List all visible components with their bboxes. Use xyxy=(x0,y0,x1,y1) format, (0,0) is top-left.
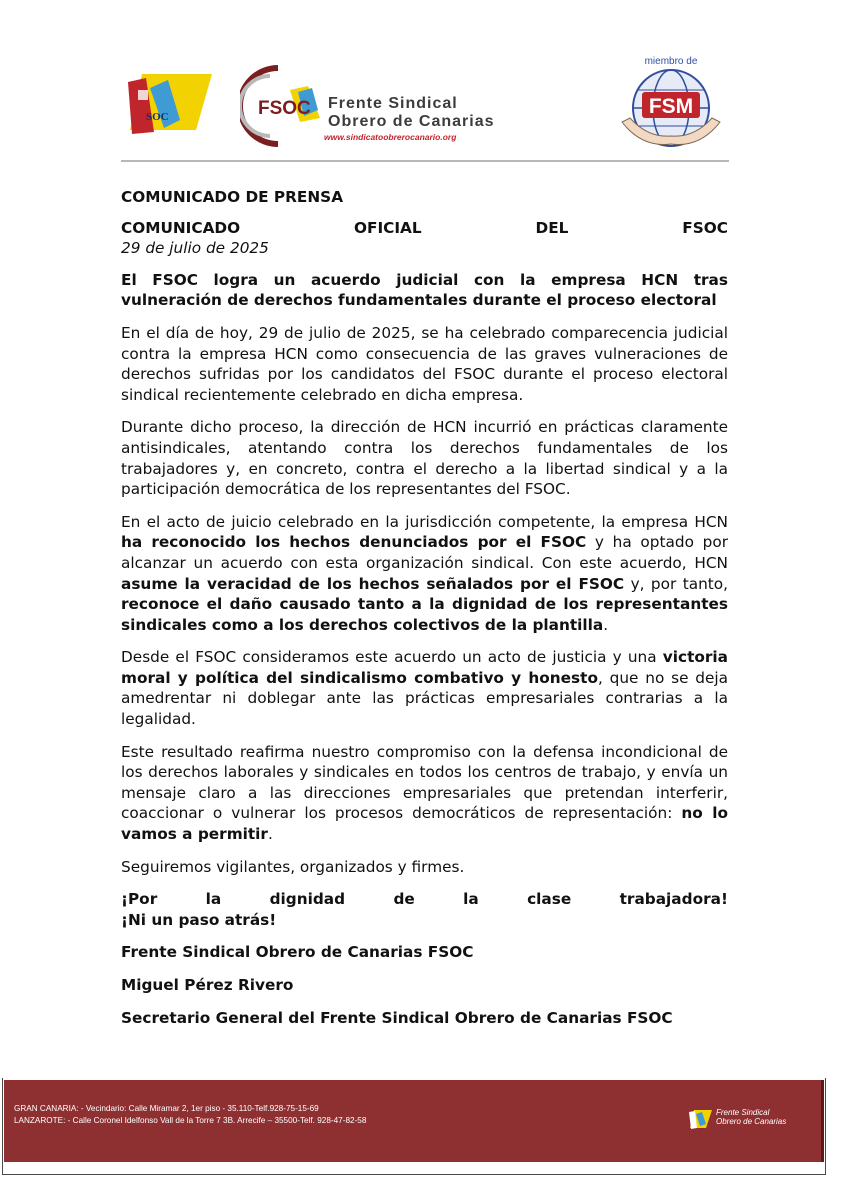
slogan-line-1 xyxy=(121,889,728,910)
fsoc-logo xyxy=(240,58,560,154)
paragraph-6: Seguiremos vigilantes, organizados y firmes. xyxy=(121,857,465,876)
emphasis: asume la veracidad de los hechos señalados por el FSOC xyxy=(121,574,625,593)
slogan-word: clase xyxy=(527,890,572,909)
text: . xyxy=(267,825,273,844)
slogan-word: ¡Por xyxy=(121,890,158,909)
paragraph-5 xyxy=(121,742,728,845)
signature-organization: Frente Sindical Obrero de Canarias FSOC xyxy=(121,943,474,962)
text: Este resultado reafirma nuestro compromiso con la defensa incondicional de los derechos laborales y sindicales en todos los centros de trabajo, y envía un mensaje claro a las direcciones empresariales que pretendan interferir, coaccionar o vulnerar los procesos democráticos de representación: xyxy=(121,742,728,823)
footer xyxy=(4,1080,824,1162)
text: . xyxy=(603,615,609,634)
paragraph-4 xyxy=(121,647,728,729)
paragraph-3 xyxy=(121,512,728,636)
slogan-word: la xyxy=(463,890,479,909)
slogan-word: dignidad xyxy=(269,890,346,909)
text: En el acto de juicio celebrado en la jurisdicción competente, la empresa HCN xyxy=(121,512,728,531)
header-divider xyxy=(121,160,729,162)
slogan-word: la xyxy=(205,890,222,909)
signature-name: Miguel Pérez Rivero xyxy=(121,976,294,994)
address-lanzarote: LANZAROTE: - Calle Coronel Idelfonso Vall de la Torre 7 3B. Arrecife – 35500-Telf. 928-47-82-58 xyxy=(14,1116,367,1125)
signature-title: Secretario General del Frente Sindical Obrero de Canarias FSOC xyxy=(121,1008,673,1027)
footer-addresses xyxy=(14,1103,366,1127)
emphasis: victoria moral y política del sindicalismo combativo y honesto xyxy=(121,648,728,687)
official-word: COMUNICADO xyxy=(121,218,241,237)
headline: El FSOC logra un acuerdo judicial con la empresa HCN tras vulneración de derechos fundamentales durante el proceso electoral xyxy=(121,270,728,310)
paragraph-2: Durante dicho proceso, la dirección de HCN incurrió en prácticas claramente antisindicales, atentando contra los derechos fundamentales de los trabajadores y, en concreto, contra el derecho a la libertad sindical y a la participación democrática de los representantes del FSOC. xyxy=(121,418,728,499)
address-gran-canaria: GRAN CANARIA: - Vecindario: Calle Miramar 2, 1er piso - 35.110-Telf.928-75-15-69 xyxy=(14,1104,319,1113)
paragraph-1: En el día de hoy, 29 de julio de 2025, se ha celebrado comparecencia judicial contra la empresa HCN como consecuencia de las graves vulneraciones de derechos sufridas por los candidatos del FSOC durante el proceso electoral sindical recientemente celebrado en dicha empresa. xyxy=(121,323,728,404)
footer-logo-text xyxy=(716,1108,786,1126)
soc-logo-mark: SOC xyxy=(146,111,169,123)
fsm-logo xyxy=(612,52,730,152)
emphasis: reconoce el daño causado tanto a la dignidad de los representantes sindicales como a los derechos colectivos de la plantilla xyxy=(121,595,728,634)
fsoc-logo-mark: FSOC xyxy=(258,98,311,119)
official-heading xyxy=(121,218,728,239)
kicker: COMUNICADO DE PRENSA xyxy=(121,188,344,206)
press-release-body xyxy=(121,187,728,1040)
footer-logo-icon xyxy=(688,1108,714,1130)
footer-logo-line1: Frente Sindical xyxy=(716,1108,770,1117)
fsoc-logo-line2: Obrero de Canarias xyxy=(328,113,495,130)
text: y, por tanto, xyxy=(624,574,728,593)
emphasis: no lo vamos a permitir xyxy=(121,804,729,844)
fsm-logo-mark: FSM xyxy=(648,95,694,118)
emphasis: ha reconocido los hechos denunciados por el FSOC xyxy=(121,533,587,552)
slogan-word: de xyxy=(393,890,415,909)
slogan-word: trabajadora! xyxy=(619,890,728,909)
slogan-line-2: ¡Ni un paso atrás! xyxy=(121,910,277,929)
fsm-logo-caption: miembro de xyxy=(644,56,698,67)
text: y ha optado por alcanzar un acuerdo con esta organización sindical. Con este acuerdo, HCN xyxy=(121,533,728,572)
fsoc-logo-line1: Frente Sindical xyxy=(328,95,458,112)
footer-logo-line2: Obrero de Canarias xyxy=(716,1117,787,1126)
text: , que no se deja amedrentar ni doblegar ante las prácticas empresariales contrarias a la legalidad. xyxy=(121,668,729,729)
official-word: OFICIAL xyxy=(354,218,422,237)
official-word: DEL xyxy=(535,218,569,237)
soc-logo xyxy=(124,68,216,140)
text: Desde el FSOC consideramos este acuerdo un acto de justicia y una xyxy=(121,648,663,667)
fsoc-logo-url: www.sindicatoobrerocanario.org xyxy=(324,132,457,142)
footer-logo xyxy=(688,1108,818,1132)
date: 29 de julio de 2025 xyxy=(121,239,269,258)
official-word: FSOC xyxy=(682,218,728,237)
